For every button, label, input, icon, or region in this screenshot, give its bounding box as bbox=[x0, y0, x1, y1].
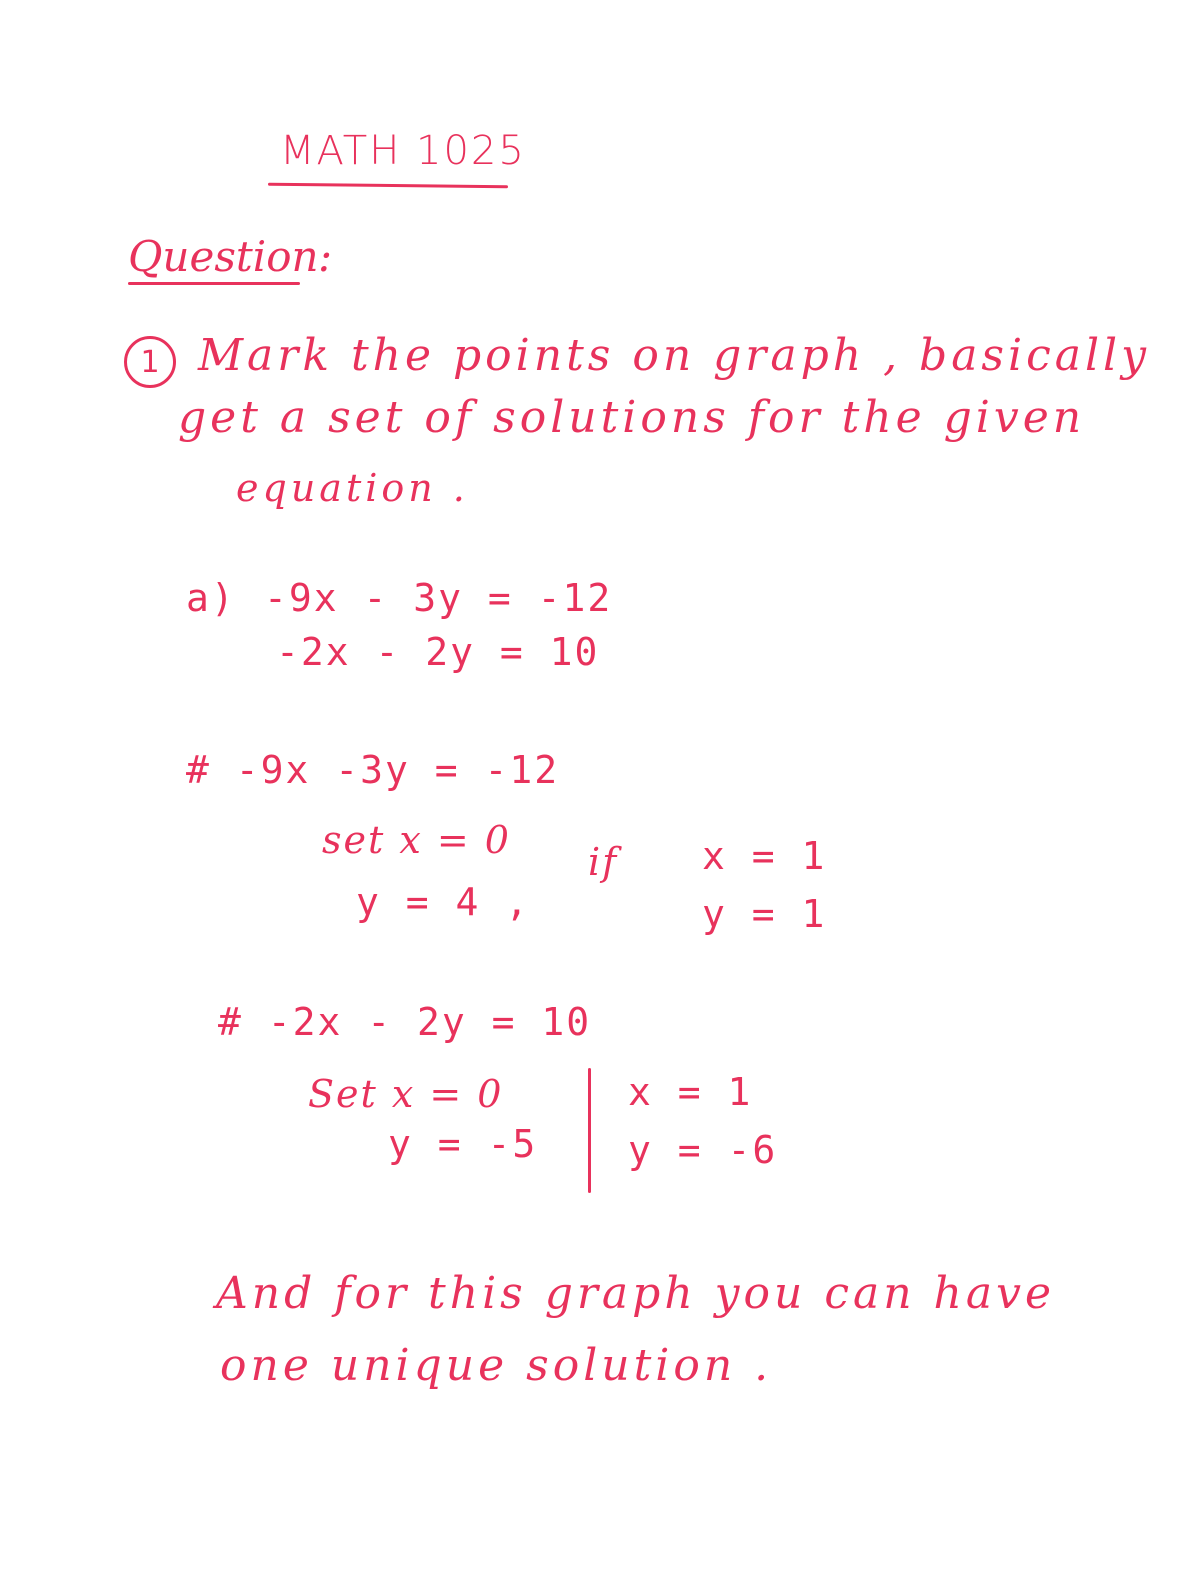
part-a-equation-1: -9x - 3y = -12 bbox=[264, 576, 613, 620]
instruction-line-1: Mark the points on graph , basically bbox=[198, 330, 1150, 381]
eq1-result: y = 4 , bbox=[356, 880, 531, 924]
instruction-line-3: equation . bbox=[236, 466, 469, 510]
question-underline bbox=[128, 282, 300, 285]
part-a-equation-2: -2x - 2y = 10 bbox=[276, 630, 600, 674]
eq1-header: # -9x -3y = -12 bbox=[186, 748, 560, 792]
eq2-divider bbox=[588, 1068, 591, 1193]
instruction-line-2: get a set of solutions for the given bbox=[178, 392, 1086, 443]
eq2-header: # -2x - 2y = 10 bbox=[218, 1000, 592, 1044]
conclusion-line-2: one unique solution . bbox=[220, 1340, 773, 1391]
conclusion-line-1: And for this graph you can have bbox=[216, 1268, 1055, 1319]
eq2-alt-y: y = -6 bbox=[628, 1128, 778, 1172]
eq1-alt-x: x = 1 bbox=[702, 834, 827, 878]
question-number: 1 bbox=[140, 344, 160, 380]
question-number-circle bbox=[124, 336, 176, 388]
question-colon: : bbox=[318, 232, 333, 281]
eq1-set-line: set x = 0 bbox=[322, 818, 511, 862]
title-underline bbox=[268, 183, 508, 189]
question-heading: Question bbox=[128, 232, 319, 281]
eq2-result: y = -5 bbox=[388, 1122, 538, 1166]
eq1-if-label: if bbox=[588, 840, 619, 884]
part-a-label: a) bbox=[186, 576, 236, 620]
eq2-alt-x: x = 1 bbox=[628, 1070, 753, 1114]
course-title: MATH 1025 bbox=[280, 128, 526, 174]
eq1-alt-y: y = 1 bbox=[702, 892, 827, 936]
eq2-set-line: Set x = 0 bbox=[308, 1072, 504, 1116]
